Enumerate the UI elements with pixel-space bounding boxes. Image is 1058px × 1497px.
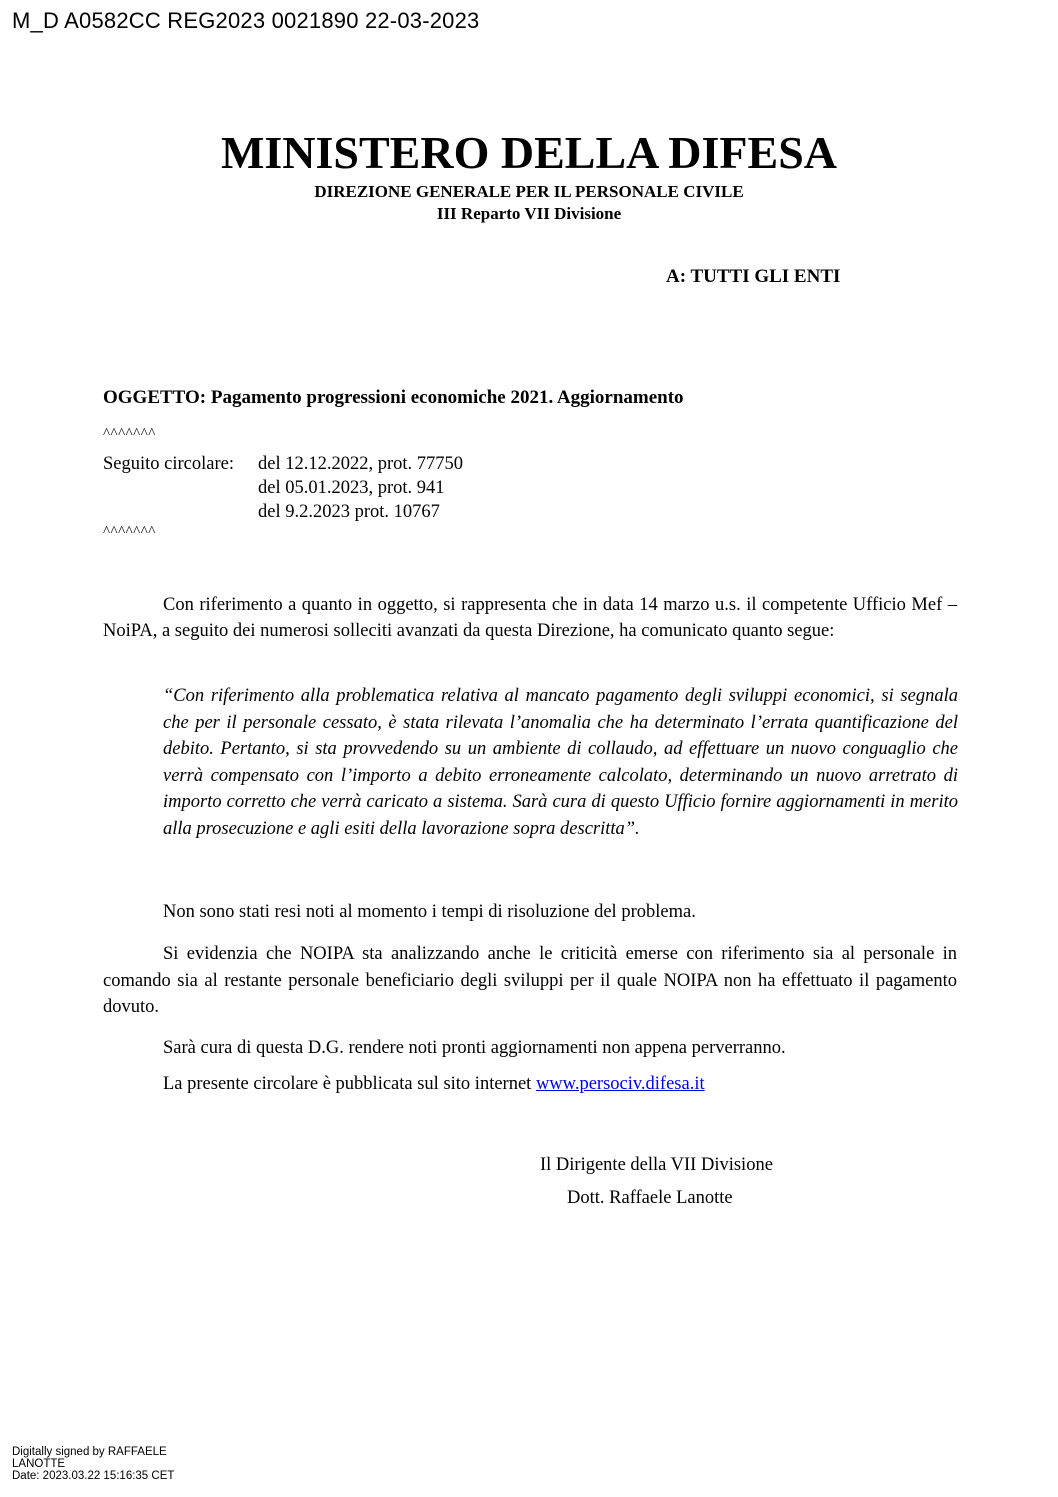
paragraph-noipa-analysis: Si evidenzia che NOIPA sta analizzando anche le criticità emerse con riferimento sia al personale in comando sia al restante personale beneficiario degli sviluppi per il quale NOIPA non ha effettuato il pagamento dovuto. — [103, 944, 957, 1017]
quoted-communication: “Con riferimento alla problematica relativa al mancato pagamento degli sviluppi economici, si segnala che per il personale cessato, è stata rilevata l’anomalia che ha determinato l’errata quantificazione del debito. Pertanto, si sta provvedendo su un ambiente di collaudo, ad effettuare un nuovo conguaglio che verrà compensato con l’importo a debito erroneamente calcolato, determinando un nuovo arretrato di importo corretto che verrà caricato a sistema. Sarà cura di questo Ufficio fornire aggiornamenti in merito alla prosecuzione e agli esiti della lavorazione sopra descritta”. — [163, 686, 958, 839]
reparto-heading: III Reparto VII Divisione — [436, 204, 622, 223]
paragraph-timing: Non sono stati resi noti al momento i tempi di risoluzione del problema. — [163, 902, 696, 922]
digital-signature-date: Date: 2023.03.22 15:16:35 CET — [12, 1470, 175, 1482]
separator-top: ^^^^^^^ — [103, 426, 156, 442]
signatory-name: Dott. Raffaele Lanotte — [567, 1188, 733, 1208]
recipient-line: A: TUTTI GLI ENTI — [666, 266, 841, 287]
direzione-heading: DIREZIONE GENERALE PER IL PERSONALE CIVILE — [314, 182, 744, 201]
signatory-role: Il Dirigente della VII Divisione — [540, 1155, 773, 1175]
paragraph-publication — [103, 1071, 957, 1097]
seguito-reference: del 9.2.2023 prot. 10767 — [258, 502, 440, 522]
digital-signature-line: LANOTTE — [12, 1458, 66, 1470]
intro-paragraph: Con riferimento a quanto in oggetto, si rappresenta che in data 14 marzo u.s. il competente Ufficio Mef – NoiPA, a seguito dei numerosi solleciti avanzati da questa Direzione, ha comunicato quanto segue: — [103, 595, 957, 641]
ministry-title: MINISTERO DELLA DIFESA — [220, 127, 838, 178]
publication-text: La presente circolare è pubblicata sul sito internet — [163, 1074, 536, 1094]
digital-signature-line: Digitally signed by RAFFAELE — [12, 1446, 167, 1458]
protocol-number: M_D A0582CC REG2023 0021890 22-03-2023 — [12, 8, 480, 33]
paragraph-updates: Sarà cura di questa D.G. rendere noti pronti aggiornamenti non appena perverranno. — [163, 1038, 786, 1058]
seguito-label: Seguito circolare: — [103, 454, 234, 474]
separator-bottom: ^^^^^^^ — [103, 524, 156, 540]
website-link[interactable]: www.persociv.difesa.it — [535, 1074, 705, 1094]
seguito-reference: del 05.01.2023, prot. 941 — [258, 478, 445, 498]
subject-line: OGGETTO: Pagamento progressioni economiche 2021. Aggiornamento — [103, 387, 684, 408]
seguito-reference: del 12.12.2022, prot. 77750 — [258, 454, 464, 474]
